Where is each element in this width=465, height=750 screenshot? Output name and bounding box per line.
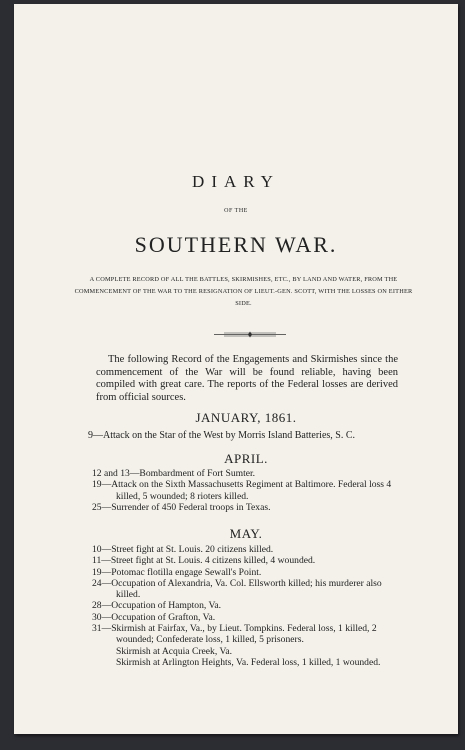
section-january-entries [88, 430, 398, 441]
list-item: 11—Street fight at St. Louis. 4 citizens killed, 4 wounded. [92, 555, 316, 567]
document-page [14, 4, 458, 734]
section-april-entries [92, 468, 398, 513]
section-may-entries [92, 544, 398, 668]
list-item: 10—Street fight at St. Louis. 20 citizens killed. [92, 544, 274, 555]
of-the-line: OF THE [224, 208, 248, 214]
list-item: 19—Attack on the Sixth Massachusetts Regiment at Baltimore. Federal loss 4 killed, 5 wounded; 8 rioters killed. [92, 479, 392, 502]
list-item: Skirmish at Arlington Heights, Va. Federal loss, 1 killed, 1 wounded. [116, 656, 381, 668]
page-subtitle: SOUTHERN WAR. [134, 232, 338, 257]
list-item: 31—Skirmish at Fairfax, Va., by Lieut. Tompkins. Federal loss, 1 killed, 2 wounded; Confederate loss, 1 killed, 5 prisoners. [92, 623, 377, 646]
list-item: 9—Attack on the Star of the West by Morris Island Batteries, S. C. [88, 430, 356, 441]
description-blurb: A COMPLETE RECORD OF ALL THE BATTLES, SKIRMISHES, ETC., BY LAND AND WATER, FROM THE COMMENCEMENT OF THE WAR TO THE RESIGNATION OF LIEUT.-GEN. SCOTT, WITH THE LOSSES ON EITHER SIDE. [74, 276, 413, 307]
list-item: 19—Potomac flotilla engage Sewall's Point. [92, 566, 262, 578]
page-title: DIARY [192, 172, 280, 191]
ornamental-rule [214, 331, 286, 338]
intro-paragraph: The following Record of the Engagements and Skirmishes since the commencement of the War will be found reliable, having been compiled with great care. The reports of the Federal losses are derived from official sources. [96, 354, 398, 403]
list-item: 28—Occupation of Hampton, Va. [92, 600, 222, 612]
section-heading-april: APRIL. [224, 451, 268, 466]
section-heading-may: MAY. [229, 526, 263, 541]
section-heading-january: JANUARY, 1861. [195, 410, 297, 425]
list-item: Skirmish at Acquia Creek, Va. [116, 645, 232, 657]
list-item: 12 and 13—Bombardment of Fort Sumter. [92, 468, 256, 479]
list-item: 25—Surrender of 450 Federal troops in Texas. [92, 501, 271, 513]
list-item: 24—Occupation of Alexandria, Va. Col. Ellsworth killed; his murderer also killed. [92, 577, 382, 601]
list-item: 30—Occupation of Grafton, Va. [92, 611, 216, 623]
